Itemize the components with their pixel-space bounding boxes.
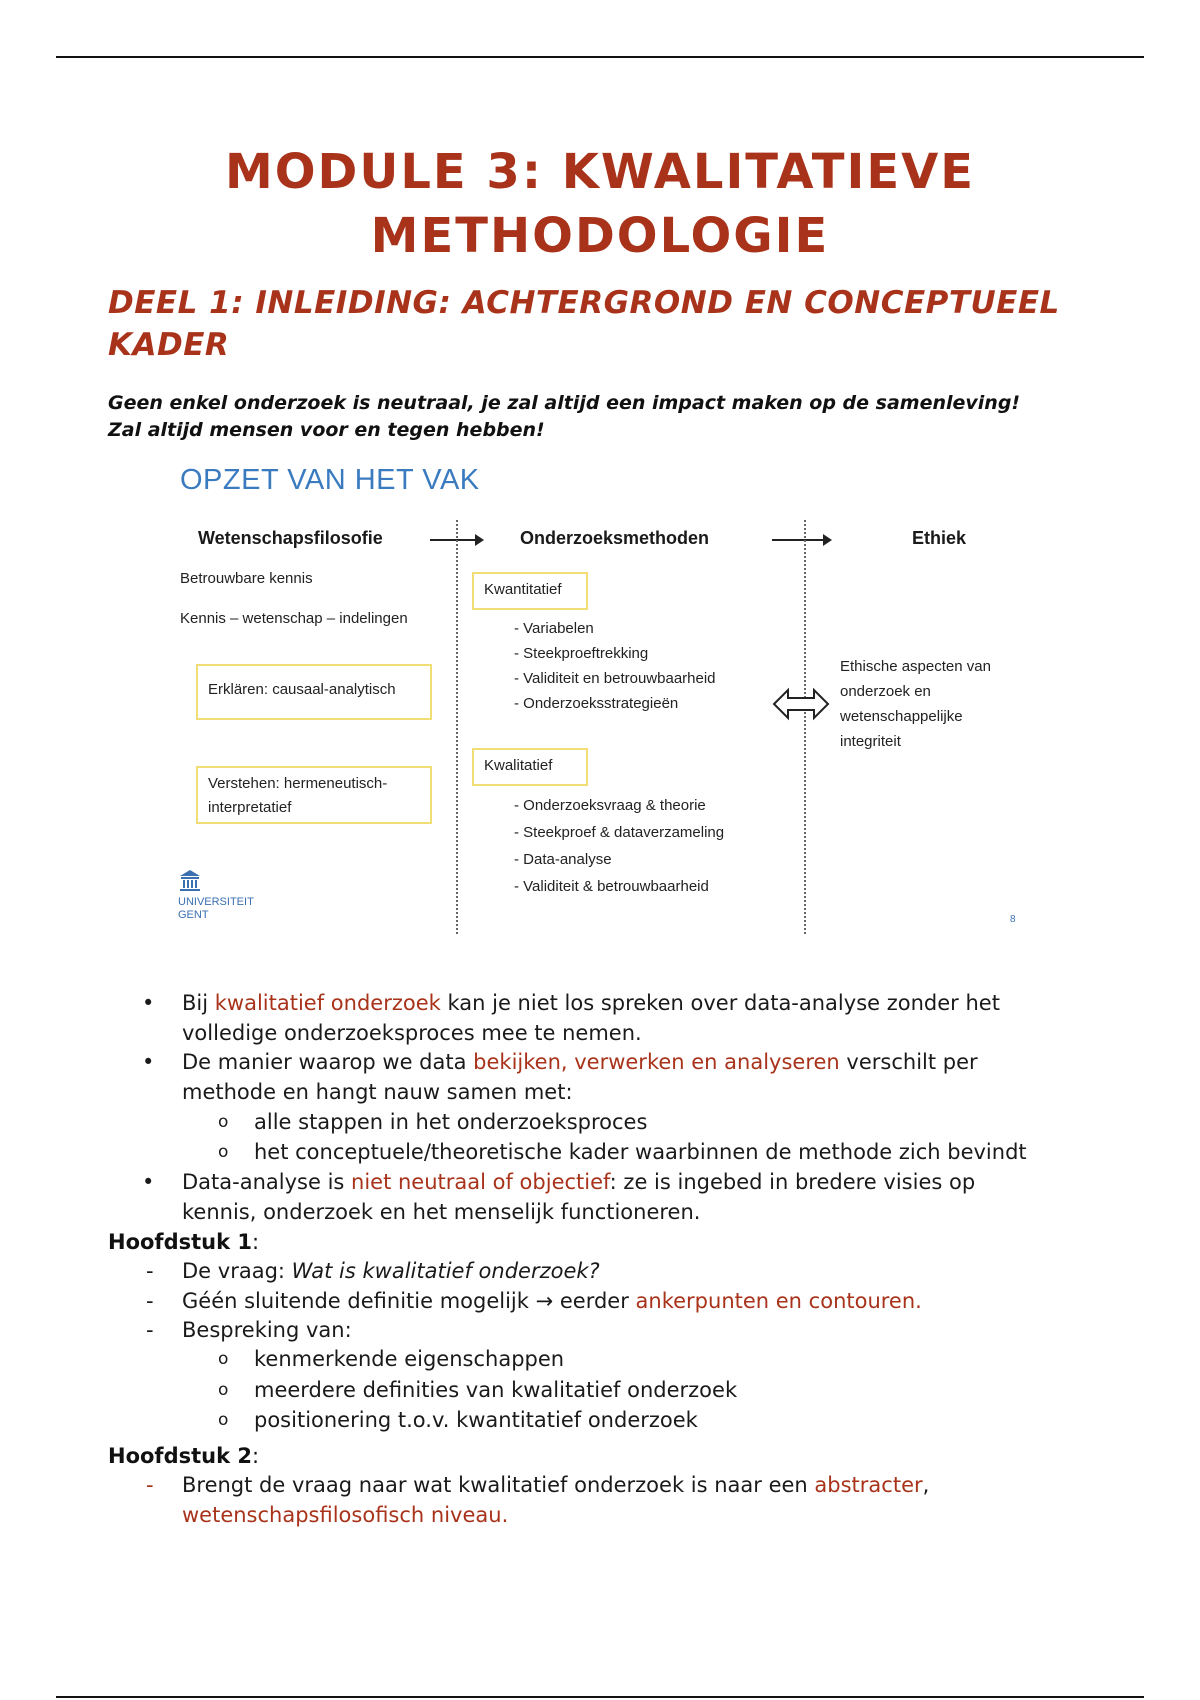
list-item: [182, 1047, 978, 1077]
chapter-2-item: [182, 1470, 929, 1500]
text: Brengt de vraag naar wat kwalitatief onderzoek is naar een: [182, 1473, 815, 1497]
sub-bullet-marker: o: [218, 1380, 229, 1400]
sub-bullet-marker: o: [218, 1112, 229, 1132]
list-item-continuation: volledige onderzoeksproces mee te nemen.: [182, 1021, 642, 1045]
highlight-text: niet neutraal of objectief: [351, 1170, 610, 1194]
explain-box: Erklären: causaal-analytisch: [196, 664, 432, 720]
building-icon: [178, 868, 254, 896]
slide-page-number: 8: [1010, 914, 1016, 925]
ethics-text: [840, 654, 991, 754]
ethics-line: onderzoek en: [840, 683, 931, 700]
chapter-label: Hoofdstuk 1: [108, 1230, 252, 1254]
chapter-1-item: [182, 1256, 600, 1286]
qualitative-item: - Data-analyse: [514, 851, 612, 868]
chapter-2-heading: [108, 1441, 259, 1471]
text: Bij: [182, 991, 215, 1015]
colon: :: [251, 1230, 260, 1254]
understand-box-line1: Verstehen: hermeneutisch-: [208, 775, 388, 792]
list-item-continuation: methode en hangt nauw samen met:: [182, 1080, 573, 1104]
highlight-text: bekijken, verwerken en analyseren: [473, 1050, 840, 1074]
double-arrow-icon-svg: [772, 686, 830, 722]
intro-line1: Geen enkel onderzoek is neutraal, je zal altijd een impact maken op de samenleving!: [108, 392, 1021, 414]
intro-line2: Zal altijd mensen voor en tegen hebben!: [108, 419, 545, 441]
building-icon-svg: [178, 868, 202, 892]
philosophy-item: Betrouwbare kennis: [180, 570, 313, 587]
slide-title: OPZET VAN HET VAK: [180, 464, 480, 496]
quantitative-list: [514, 616, 716, 716]
list-item: [182, 988, 1000, 1018]
colon: :: [251, 1444, 260, 1468]
dash-marker: -: [146, 1289, 154, 1313]
list-item-continuation: kennis, onderzoek en het menselijk functioneren.: [182, 1200, 701, 1224]
chapter-1-item: [182, 1286, 922, 1316]
sub-list-item: positionering t.o.v. kwantitatief onderzoek: [254, 1408, 698, 1432]
chapter-1-heading: [108, 1227, 259, 1257]
chapter-2-item-continuation: wetenschapsfilosofisch niveau.: [182, 1503, 509, 1527]
ethics-line: wetenschappelijke: [840, 708, 963, 725]
text: verschilt per: [839, 1050, 978, 1074]
highlight-text: abstracter: [814, 1473, 923, 1497]
text: De manier waarop we data: [182, 1050, 474, 1074]
highlight-text: ankerpunten en contouren.: [635, 1289, 922, 1313]
university-logo: [178, 868, 254, 922]
qualitative-box: Kwalitatief: [472, 748, 588, 786]
qualitative-item: - Onderzoeksvraag & theorie: [514, 797, 706, 814]
understand-box-line2: interpretatief: [208, 799, 292, 816]
section-title-line2: KADER: [108, 327, 230, 363]
top-rule: [56, 56, 1144, 58]
qualitative-list: [514, 792, 724, 900]
text: : ze is ingebed in bredere visies op: [609, 1170, 976, 1194]
logo-text: GENT: [178, 909, 209, 921]
dash-marker: -: [146, 1318, 154, 1342]
ethics-line: Ethische aspecten van: [840, 658, 991, 675]
chapter-1-item: Bespreking van:: [182, 1318, 352, 1342]
text: De vraag:: [182, 1259, 292, 1283]
course-outline-slide: [168, 458, 1048, 938]
intro-statement: [108, 390, 1108, 444]
list-item: [182, 1167, 975, 1197]
highlight-text: kwalitatief onderzoek: [214, 991, 441, 1015]
text: kan je niet los spreken over data-analyse zonder het: [440, 991, 1000, 1015]
dash-marker: -: [146, 1259, 154, 1283]
sub-bullet-marker: o: [218, 1349, 229, 1369]
bullet-marker: •: [142, 991, 155, 1015]
double-arrow-icon: [772, 686, 830, 729]
bottom-rule: [56, 1696, 1144, 1698]
qualitative-item: - Steekproef & dataverzameling: [514, 824, 725, 841]
italic-text: Wat is kwalitatief onderzoek?: [291, 1259, 600, 1283]
text: Géén sluitende definitie mogelijk → eerder: [182, 1289, 636, 1313]
column-head-ethics: Ethiek: [912, 528, 967, 548]
text: Data-analyse is: [182, 1170, 352, 1194]
quantitative-item: - Variabelen: [514, 620, 594, 637]
dash-marker: -: [146, 1473, 154, 1497]
column-head-methods: Onderzoeksmethoden: [520, 528, 710, 548]
qualitative-item: - Validiteit & betrouwbaarheid: [514, 878, 709, 895]
quantitative-item: - Validiteit en betrouwbaarheid: [514, 670, 716, 687]
quantitative-item: - Onderzoeksstrategieën: [514, 695, 679, 712]
column-head-philosophy: Wetenschapsfilosofie: [198, 528, 383, 548]
bullet-marker: •: [142, 1170, 155, 1194]
section-title-line1: DEEL 1: INLEIDING: ACHTERGROND EN CONCEPTUEEL: [108, 285, 1060, 321]
chapter-label: Hoofdstuk 2: [108, 1444, 252, 1468]
quantitative-item: - Steekproeftrekking: [514, 645, 649, 662]
sub-bullet-marker: o: [218, 1142, 229, 1162]
dotted-divider: [456, 520, 458, 934]
logo-text: UNIVERSITEIT: [178, 896, 254, 908]
understand-box: [196, 766, 432, 824]
philosophy-item: Kennis – wetenschap – indelingen: [180, 610, 408, 627]
sub-list-item: kenmerkende eigenschappen: [254, 1347, 565, 1371]
text: ,: [922, 1473, 930, 1497]
sub-list-item: alle stappen in het onderzoeksproces: [254, 1110, 648, 1134]
page-title: [56, 140, 1144, 268]
page-title-line1: MODULE 3: KWALITATIEVE: [224, 144, 976, 200]
sub-list-item: het conceptuele/theoretische kader waarbinnen de methode zich bevindt: [254, 1140, 1027, 1164]
quantitative-box: Kwantitatief: [472, 572, 588, 610]
sub-bullet-marker: o: [218, 1410, 229, 1430]
ethics-line: integriteit: [840, 733, 901, 750]
page-title-line2: METHODOLOGIE: [370, 208, 830, 264]
section-title: [108, 282, 1108, 366]
bullet-marker: •: [142, 1050, 155, 1074]
arrow-right-icon: [772, 539, 830, 541]
sub-list-item: meerdere definities van kwalitatief onderzoek: [254, 1378, 738, 1402]
